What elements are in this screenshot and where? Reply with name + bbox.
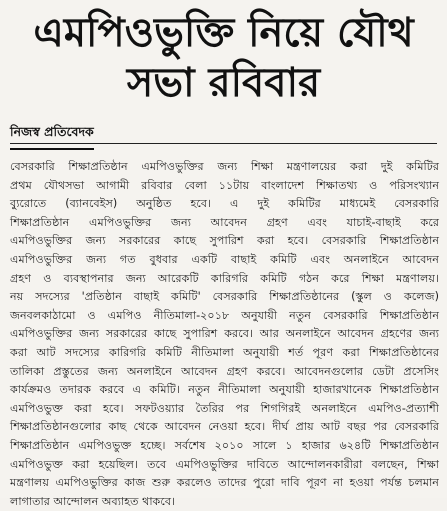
article-line: লাগাতার আন্দোলন অব্যাহত থাকবে। <box>10 494 176 508</box>
article-line: মন্ত্রণালয় এমপিওভুক্তির কাজ শুরু করলেও তাদের পুরো দাবি পূরণ না হওয়া পর্যন্ত চলমান <box>10 476 439 490</box>
article-body <box>10 158 439 508</box>
article-line: এমপিওভুক্ত করা হবে। সফটওয়্যার তৈরির পর শিগগিরই অনলাইনে এমপিও-প্রত্যাশী <box>10 401 439 415</box>
article-line: এমপিওভুক্তির জন্য গত বুধবার একটি বাছাই কমিটি এবং অনলাইনে আবেদন <box>10 252 439 266</box>
article-line: তালিকা প্রস্তুতের জন্য অনলাইনে আবেদন গ্রহণ করবে। আবেদনগুলোর ডেটা প্রসেসিং <box>10 364 439 378</box>
article-line: শিক্ষাপ্রতিষ্ঠানগুলোর কাছ থেকে আবেদন নেওয়া হবে। দীর্ঘ প্রায় আট বছর পর বেসরকারি <box>10 420 439 434</box>
article-line: নয় সদস্যের 'প্রতিষ্ঠান বাছাই কমিটি' বেসরকারি শিক্ষাপ্রতিষ্ঠানের (স্কুল ও কলেজ) <box>10 290 439 304</box>
headline-line-1: এমপিওভুক্তি নিয়ে যৌথ <box>33 10 414 56</box>
headline-line-2: সভা রবিবার <box>126 60 321 106</box>
article-line: বেসরকারি শিক্ষাপ্রতিষ্ঠান এমপিওভুক্তির জন্য শিক্ষা মন্ত্রণালয়ের করা দুই কমিটির <box>10 160 439 173</box>
divider <box>10 143 437 144</box>
article-line: এমপিওভুক্ত করা হয়েছিল। তবে এমপিওভুক্তির দাবিতে আন্দোলনকারীরা বলছেন, শিক্ষা <box>10 457 439 471</box>
article-line: গ্রহণ ও ব্যবস্থাপনার জন্য আরেকটি কারিগরি কমিটি গঠন করে শিক্ষা মন্ত্রণালয়। <box>10 271 439 285</box>
byline: নিজস্ব প্রতিবেদক <box>10 124 94 150</box>
headline <box>8 8 439 108</box>
article-line: ব্যুরোতে (ব্যানবেইস) অনুষ্ঠিত হবে। এ দুই কমিটির মাধ্যমেই বেসরকারি <box>10 197 439 211</box>
article-line: কার্যক্রমও তদারক করবে এ কমিটি। নতুন নীতিমালা অনুযায়ী হাজারখানেক শিক্ষাপ্রতিষ্ঠান <box>10 383 439 397</box>
article-line: শিক্ষাপ্রতিষ্ঠান এমপিওভুক্ত হচ্ছে। সর্বশেষ ২০১০ সালে ১ হাজার ৬২৪টি শিক্ষাপ্রতিষ্ঠান <box>10 438 439 452</box>
article-line: এমপিওভুক্তির জন্য সরকারের কাছে সুপারিশ করবে। আর অনলাইনে আবেদন গ্রহণের জন্য <box>10 327 439 341</box>
article-line: প্রথম যৌথসভা আগামী রবিবার বেলা ১১টায় বাংলাদেশ শিক্ষাতথ্য ও পরিসংখ্যান <box>10 178 439 192</box>
article-line: করা আট সদস্যের কারিগরি কমিটি নীতিমালা অনুযায়ী শর্ত পূরণ করা শিক্ষাপ্রতিষ্ঠানের <box>10 345 439 359</box>
article-line: শিক্ষাপ্রতিষ্ঠান এমপিওভুক্তির জন্য আবেদন গ্রহণ এবং যাচাই-বাছাই করে <box>10 215 439 229</box>
article-line: এমপিওভুক্তির জন্য সরকারের কাছে সুপারিশ করা হবে। বেসরকারি শিক্ষাপ্রতিষ্ঠান <box>10 234 439 248</box>
article-line: জনবলকাঠামো ও এমপিও নীতিমালা-২০১৮ অনুযায়ী নতুন বেসরকারি শিক্ষাপ্রতিষ্ঠান <box>10 308 439 322</box>
